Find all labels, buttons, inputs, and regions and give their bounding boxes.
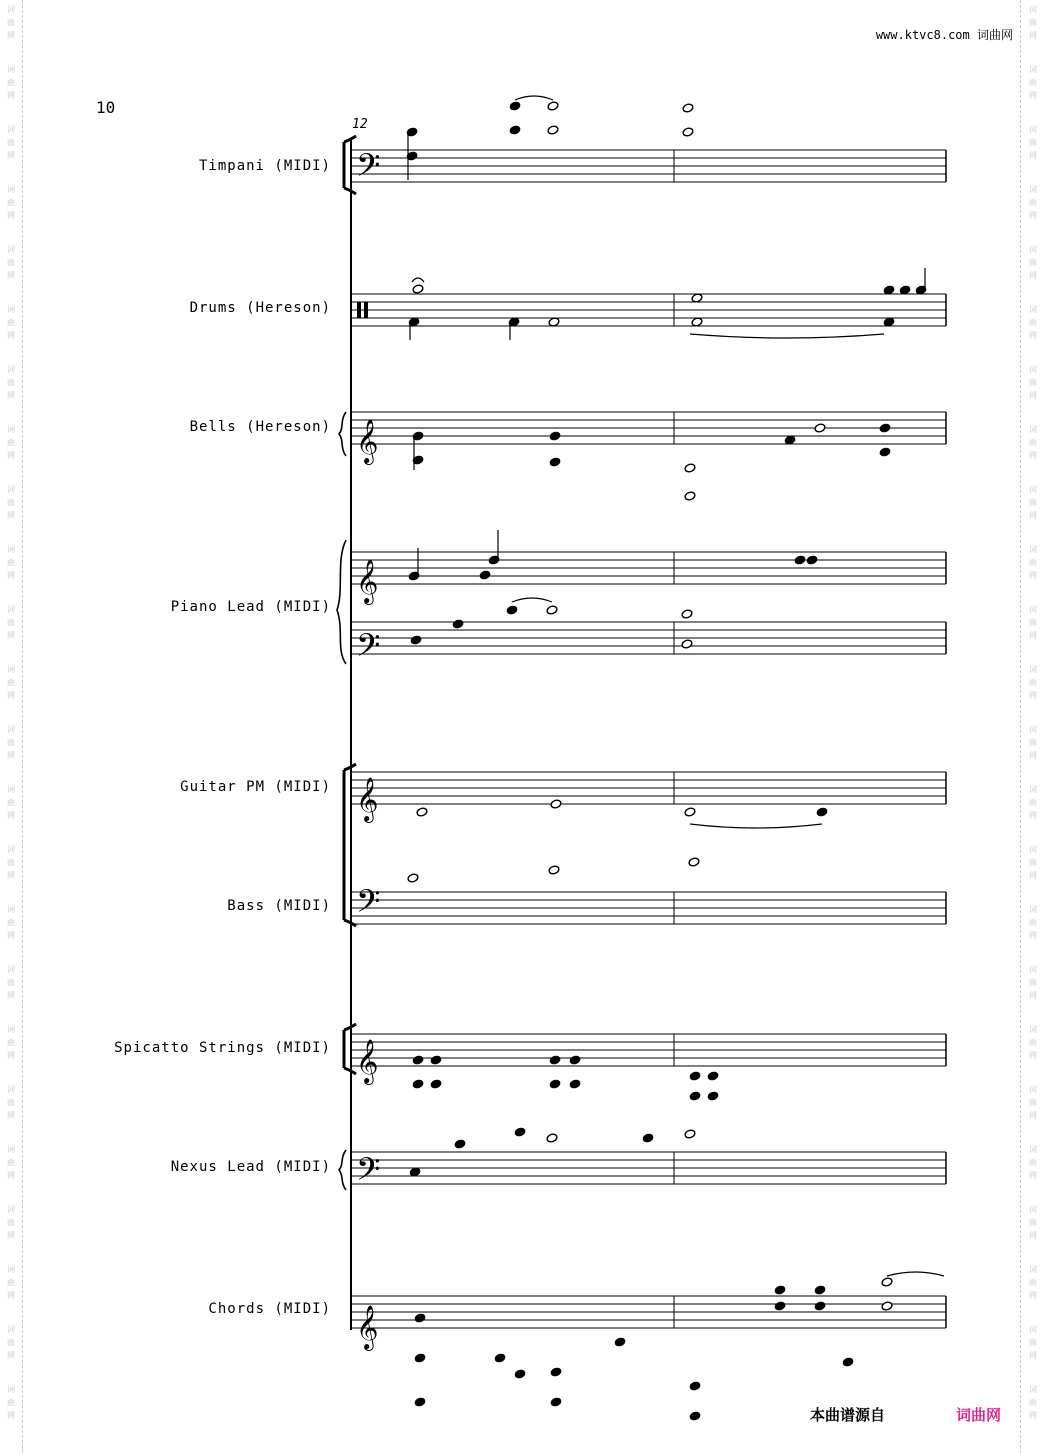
note-head: [546, 605, 558, 615]
watermark-glyph: 网: [7, 1411, 15, 1420]
watermark-glyph: 词: [1029, 605, 1037, 614]
watermark-glyph: 曲: [1029, 138, 1037, 147]
watermark-glyph: 网: [1029, 1051, 1037, 1060]
barlines: [674, 150, 946, 1328]
note-head: [681, 639, 693, 649]
watermark-glyph: 网: [1029, 811, 1037, 820]
note-head: [506, 605, 518, 615]
watermark-glyph: 词: [7, 485, 15, 494]
note-head: [546, 1133, 558, 1143]
watermark-glyph: 曲: [1029, 858, 1037, 867]
note-head: [684, 463, 696, 473]
footer-source-text: 本曲谱源自: [810, 1406, 886, 1424]
note-head: [707, 1091, 719, 1101]
watermark-glyph: 曲: [7, 498, 15, 507]
watermark-glyph: 网: [7, 1231, 15, 1240]
watermark-glyph: 曲: [7, 1398, 15, 1407]
note-head: [774, 1301, 786, 1311]
watermark-glyph: 词: [1029, 1085, 1037, 1094]
watermark-glyph: 网: [1029, 1111, 1037, 1120]
watermark-glyph: 词: [7, 1085, 15, 1094]
watermark-glyph: 词: [7, 785, 15, 794]
watermark-glyph: 曲: [7, 558, 15, 567]
measure-number: 12: [352, 117, 368, 132]
watermark-glyph: 词: [1029, 1265, 1037, 1274]
watermark-glyph: 网: [7, 451, 15, 460]
note-head: [879, 423, 891, 433]
watermark-glyph: 曲: [7, 858, 15, 867]
watermark-glyph: 网: [7, 331, 15, 340]
note-head: [514, 1127, 526, 1137]
instrument-label-piano: Piano Lead (MIDI): [170, 599, 331, 615]
tie: [887, 1272, 944, 1276]
instrument-label-timpani: Timpani (MIDI): [198, 158, 331, 174]
watermark-glyph: 词: [7, 65, 15, 74]
note-head: [547, 125, 559, 135]
watermark-glyph: 曲: [1029, 498, 1037, 507]
watermark-glyph: 网: [7, 91, 15, 100]
watermark-glyph: 曲: [1029, 618, 1037, 627]
clefs: [356, 147, 380, 1351]
note-head: [549, 1055, 561, 1065]
watermark-glyph: 曲: [7, 198, 15, 207]
watermark-glyph: 曲: [7, 1338, 15, 1347]
watermark-glyph: 曲: [7, 438, 15, 447]
watermark-glyph: 网: [7, 31, 15, 40]
watermark-glyph: 曲: [7, 78, 15, 87]
watermark-glyph: 曲: [1029, 1158, 1037, 1167]
watermark-glyph: 曲: [7, 798, 15, 807]
watermark-glyph: 网: [7, 871, 15, 880]
treble-clef: 𝄞: [356, 1305, 379, 1349]
note-head: [814, 423, 826, 433]
watermark-glyph: 词: [1029, 1205, 1037, 1214]
note-head: [549, 457, 561, 467]
watermark-glyph: 词: [1029, 425, 1037, 434]
instrument-label-bass: Bass (MIDI): [227, 898, 331, 914]
watermark-glyph: 曲: [1029, 378, 1037, 387]
watermark-glyph: 曲: [7, 1278, 15, 1287]
watermark-glyph: 词: [7, 425, 15, 434]
note-head: [509, 125, 521, 135]
watermark-glyph: 曲: [1029, 78, 1037, 87]
watermark-glyph: 词: [7, 1145, 15, 1154]
tie: [690, 334, 884, 338]
watermark-glyph: 词: [7, 245, 15, 254]
note-head: [494, 1353, 506, 1363]
note-head: [684, 491, 696, 501]
watermark-glyph: 网: [7, 211, 15, 220]
instrument-label-bells: Bells (Hereson): [189, 419, 331, 435]
watermark-glyph: 曲: [7, 978, 15, 987]
note-head: [689, 1381, 701, 1391]
note-head: [794, 555, 806, 565]
watermark-glyph: 词: [1029, 1385, 1037, 1394]
bass-clef: 𝄢: [356, 627, 381, 671]
watermark-glyph: 网: [7, 271, 15, 280]
watermark-glyph: 词: [7, 1325, 15, 1334]
note-head: [642, 1133, 654, 1143]
watermark-glyph: 词: [1029, 1025, 1037, 1034]
watermark-glyph: 词: [1029, 485, 1037, 494]
note-head: [842, 1357, 854, 1367]
watermark-glyph: 曲: [7, 1218, 15, 1227]
watermark-glyph: 词: [1029, 725, 1037, 734]
note-head: [430, 1055, 442, 1065]
watermark-glyph: 曲: [7, 1038, 15, 1047]
note-head: [614, 1337, 626, 1347]
watermark-glyph: 网: [7, 1111, 15, 1120]
watermark-glyph: 词: [7, 185, 15, 194]
watermark-glyph: 曲: [7, 918, 15, 927]
watermark-glyph: 曲: [7, 258, 15, 267]
staff-lines: [351, 150, 946, 1328]
watermark-glyph: 网: [7, 631, 15, 640]
watermark-glyph: 曲: [7, 378, 15, 387]
note-head: [569, 1055, 581, 1065]
watermark-glyph: 词: [7, 665, 15, 674]
note-head: [547, 101, 559, 111]
watermark-glyph: 网: [1029, 991, 1037, 1000]
watermark-glyph: 网: [1029, 1351, 1037, 1360]
note-head: [412, 1055, 424, 1065]
note-head: [707, 1071, 719, 1081]
note-head: [412, 1079, 424, 1089]
watermark-glyph: 曲: [1029, 438, 1037, 447]
watermark-glyph: 词: [7, 1025, 15, 1034]
note-head: [549, 1079, 561, 1089]
note-head: [816, 807, 828, 817]
instrument-label-guitar: Guitar PM (MIDI): [180, 779, 331, 795]
watermark-glyph: 词: [1029, 365, 1037, 374]
watermark-glyph: 网: [7, 1351, 15, 1360]
watermark-glyph: 词: [1029, 545, 1037, 554]
note-head: [689, 1411, 701, 1421]
note-head: [410, 635, 422, 645]
watermark-glyph: 网: [7, 991, 15, 1000]
note-head: [689, 1071, 701, 1081]
watermark-glyph: 词: [7, 605, 15, 614]
tie: [512, 598, 552, 602]
watermark-glyph: 词: [7, 305, 15, 314]
watermark-glyph: 网: [7, 811, 15, 820]
note-head: [549, 431, 561, 441]
note-head: [814, 1301, 826, 1311]
note-head: [682, 127, 694, 137]
watermark-glyph: 词: [7, 725, 15, 734]
watermark-glyph: 曲: [1029, 1338, 1037, 1347]
site-name: 词曲网: [976, 28, 1013, 42]
watermark-glyph: 词: [1029, 845, 1037, 854]
watermark-glyph: 曲: [7, 18, 15, 27]
watermark-glyph: 词: [7, 125, 15, 134]
watermark-glyph: 网: [1029, 751, 1037, 760]
note-head: [684, 1129, 696, 1139]
tie: [412, 278, 424, 282]
note-head: [514, 1369, 526, 1379]
watermark-glyph: 词: [7, 545, 15, 554]
watermark-glyph: 曲: [1029, 198, 1037, 207]
watermark-glyph: 词: [1029, 305, 1037, 314]
note-head: [681, 609, 693, 619]
watermark-glyph: 网: [1029, 871, 1037, 880]
treble-clef: 𝄞: [356, 777, 379, 821]
watermark-glyph: 网: [1029, 1291, 1037, 1300]
instrument-label-strings: Spicatto Strings (MIDI): [114, 1040, 331, 1056]
system-brackets: [337, 136, 356, 1330]
watermark-glyph: 词: [1029, 185, 1037, 194]
watermark-glyph: 词: [7, 905, 15, 914]
watermark-glyph: 曲: [7, 1158, 15, 1167]
watermark-glyph: 词: [1029, 1325, 1037, 1334]
watermark-glyph: 曲: [1029, 678, 1037, 687]
watermark-glyph: 网: [1029, 1231, 1037, 1240]
site-url[interactable]: www.ktvc8.com: [875, 28, 970, 42]
watermark-glyph: 曲: [7, 618, 15, 627]
tie: [690, 824, 822, 828]
treble-clef: 𝄞: [356, 419, 379, 463]
watermark-glyph: 曲: [1029, 1038, 1037, 1047]
watermark-glyph: 词: [1029, 65, 1037, 74]
note-head: [509, 101, 521, 111]
note-head: [430, 1079, 442, 1089]
watermark-glyph: 曲: [1029, 918, 1037, 927]
watermark-glyph: 词: [1029, 965, 1037, 974]
watermark-glyph: 网: [1029, 31, 1037, 40]
note-head: [814, 1285, 826, 1295]
watermark-glyph: 网: [7, 151, 15, 160]
note-head: [454, 1139, 466, 1149]
bass-clef: 𝄢: [356, 1151, 381, 1195]
note-head: [881, 1301, 893, 1311]
watermark-glyph: 词: [7, 365, 15, 374]
note-head: [414, 1313, 426, 1323]
watermark-glyph: 网: [7, 511, 15, 520]
watermark-glyph: 曲: [1029, 318, 1037, 327]
watermark-glyph: 网: [7, 931, 15, 940]
note-head: [806, 555, 818, 565]
treble-clef: 𝄞: [356, 1039, 379, 1083]
watermark-glyph: 词: [7, 845, 15, 854]
note-head: [407, 873, 419, 883]
watermark-glyph: 曲: [7, 138, 15, 147]
bass-clef: 𝄢: [356, 883, 381, 927]
watermark-glyph: 曲: [1029, 258, 1037, 267]
note-head: [550, 799, 562, 809]
watermark-glyph: 曲: [7, 318, 15, 327]
note-head: [550, 1367, 562, 1377]
watermark-glyph: 曲: [7, 1098, 15, 1107]
watermark-glyph: 曲: [1029, 1278, 1037, 1287]
watermark-glyph: 网: [1029, 691, 1037, 700]
watermark-glyph: 词: [1029, 665, 1037, 674]
note-head: [416, 807, 428, 817]
treble-clef: 𝄞: [356, 559, 379, 603]
notes: [406, 96, 944, 1421]
watermark-glyph: 词: [1029, 905, 1037, 914]
instrument-label-nexus: Nexus Lead (MIDI): [170, 1159, 331, 1175]
watermark-glyph: 曲: [1029, 798, 1037, 807]
note-head: [479, 570, 491, 580]
watermark-glyph: 词: [7, 1205, 15, 1214]
tie: [515, 96, 553, 100]
watermark-glyph: 曲: [7, 738, 15, 747]
watermark-glyph: 网: [1029, 1411, 1037, 1420]
note-head: [452, 619, 464, 629]
note-head: [414, 1397, 426, 1407]
watermark-glyph: 曲: [1029, 978, 1037, 987]
note-head: [569, 1079, 581, 1089]
instrument-label-drums: Drums (Hereson): [189, 300, 331, 316]
note-head: [414, 1353, 426, 1363]
watermark-glyph: 网: [7, 1291, 15, 1300]
watermark-glyph: 网: [1029, 331, 1037, 340]
bass-clef: 𝄢: [356, 147, 381, 191]
watermark-glyph: 网: [1029, 931, 1037, 940]
note-head: [688, 857, 700, 867]
watermark-glyph: 词: [1029, 1145, 1037, 1154]
watermark-glyph: 词: [7, 5, 15, 14]
note-head: [689, 1091, 701, 1101]
watermark-glyph: 网: [1029, 271, 1037, 280]
note-head: [684, 807, 696, 817]
watermark-glyph: 词: [1029, 125, 1037, 134]
watermark-glyph: 曲: [1029, 738, 1037, 747]
watermark-glyph: 曲: [7, 678, 15, 687]
instrument-label-chords: Chords (MIDI): [208, 1301, 331, 1317]
watermark-glyph: 词: [1029, 785, 1037, 794]
watermark-glyph: 网: [1029, 211, 1037, 220]
watermark-glyph: 网: [7, 1171, 15, 1180]
watermark-glyph: 网: [1029, 571, 1037, 580]
note-head: [879, 447, 891, 457]
watermark-glyph: 网: [7, 691, 15, 700]
watermark-glyph: 曲: [1029, 1098, 1037, 1107]
watermark-glyph: 网: [1029, 451, 1037, 460]
note-head: [881, 1277, 893, 1287]
watermark-glyph: 网: [7, 391, 15, 400]
watermark-glyph: 网: [1029, 151, 1037, 160]
page-number: 10: [96, 98, 116, 117]
watermark-glyph: 曲: [1029, 1398, 1037, 1407]
watermark-glyph: 网: [1029, 511, 1037, 520]
watermark-glyph: 网: [7, 751, 15, 760]
watermark-glyph: 网: [1029, 91, 1037, 100]
watermark-glyph: 词: [7, 1265, 15, 1274]
watermark-glyph: 词: [7, 1385, 15, 1394]
watermark-glyph: 词: [1029, 245, 1037, 254]
watermark-glyph: 网: [7, 1051, 15, 1060]
watermark-glyph: 网: [1029, 631, 1037, 640]
note-head: [682, 103, 694, 113]
note-head: [412, 284, 424, 294]
note-head: [550, 1397, 562, 1407]
watermark-glyph: 网: [7, 571, 15, 580]
note-head: [548, 865, 560, 875]
watermark-glyph: 网: [1029, 1171, 1037, 1180]
watermark-glyph: 曲: [1029, 1218, 1037, 1227]
watermark-glyph: 词: [7, 965, 15, 974]
watermark-glyph: 曲: [1029, 558, 1037, 567]
watermark-glyph: 词: [1029, 5, 1037, 14]
note-head: [774, 1285, 786, 1295]
watermark-glyph: 曲: [1029, 18, 1037, 27]
footer-brand[interactable]: 词曲网: [956, 1406, 1002, 1424]
watermark-glyph: 网: [1029, 391, 1037, 400]
